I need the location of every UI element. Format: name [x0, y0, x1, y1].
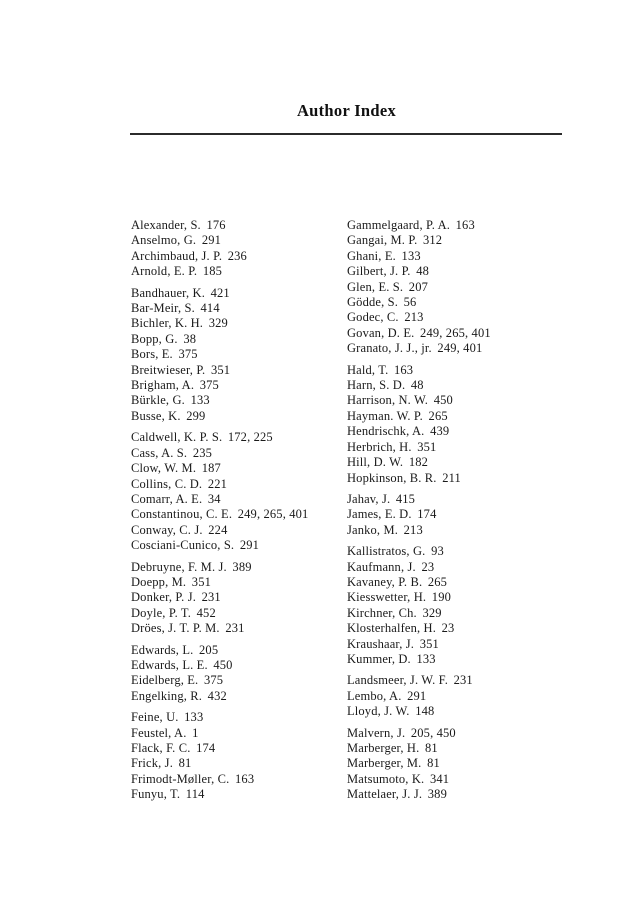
index-entry [347, 673, 571, 688]
index-entry [347, 544, 571, 559]
author-name: Flack, F. C. [131, 741, 191, 755]
author-name: Cosciani-Cunico, S. [131, 538, 235, 553]
page-numbers: 231 [201, 590, 221, 605]
page-numbers: 249, 265, 401 [237, 507, 309, 522]
page-numbers: 48 [410, 378, 424, 393]
index-entry [131, 477, 347, 492]
page-numbers: 312 [422, 233, 443, 248]
page-numbers: 231 [453, 673, 473, 688]
author-name: Cass, A. S. [131, 445, 188, 460]
page-numbers: 114 [185, 787, 205, 802]
page-numbers: 133 [401, 248, 421, 263]
index-entry [347, 507, 571, 522]
author-name: Edwards, L. E. [131, 657, 208, 672]
author-name: Breitwieser, P. [131, 362, 206, 377]
page-numbers: 351 [210, 362, 231, 377]
page-numbers: 432 [207, 688, 227, 703]
author-name: Marberger, M. [347, 756, 422, 771]
index-entry [131, 673, 347, 688]
index-entry [131, 772, 347, 787]
page-numbers: 375 [178, 347, 198, 362]
author-name: Doepp, M. [131, 574, 187, 589]
author-name: Janko, M. [347, 522, 399, 537]
index-entry [131, 446, 347, 461]
index-entry [347, 621, 571, 636]
author-name: Anselmo, G. [131, 233, 197, 248]
index-entry [131, 590, 347, 605]
index-entry [347, 233, 571, 248]
index-entry [131, 461, 347, 476]
page-numbers: 221 [207, 476, 228, 491]
index-entry [131, 787, 347, 802]
page-numbers: 176 [206, 218, 226, 232]
index-entry [347, 756, 571, 771]
page-numbers: 93 [431, 544, 444, 559]
index-entry [347, 424, 571, 439]
page-numbers: 231 [225, 621, 245, 636]
page-numbers: 148 [415, 704, 435, 719]
author-name: James, E. D. [347, 507, 412, 522]
page-numbers: 211 [442, 470, 461, 485]
index-entry [131, 409, 347, 424]
author-name: Funyu, T. [131, 787, 181, 802]
index-entry [347, 689, 571, 704]
author-name: Kallistratos, G. [347, 544, 426, 559]
index-entry [347, 440, 571, 455]
index-entry [347, 280, 571, 295]
author-name: Dröes, J. T. P. M. [131, 621, 220, 636]
author-name: Bar-Meir, S. [131, 301, 195, 316]
page-numbers: 34 [207, 491, 221, 506]
page-numbers: 174 [196, 741, 216, 755]
author-name: Malvern, J. [347, 725, 406, 740]
index-entry [131, 249, 347, 264]
page-numbers: 450 [213, 657, 233, 672]
page-title: Author Index [296, 101, 397, 120]
index-entry [347, 378, 571, 393]
index-entry [131, 264, 347, 279]
index-group [131, 430, 347, 553]
index-entry [131, 218, 347, 233]
index-entry [131, 347, 347, 362]
author-name: Kraushaar, J. [347, 636, 415, 651]
index-group [347, 363, 571, 486]
index-entry [131, 689, 347, 704]
author-name: Arnold, E. P. [131, 264, 198, 279]
page-numbers: 291 [239, 538, 260, 553]
index-entry [131, 575, 347, 590]
index-entry [131, 560, 347, 575]
index-entry [347, 637, 571, 652]
author-name: Feine, U. [131, 710, 179, 725]
page-numbers: 299 [186, 408, 206, 423]
index-entry [347, 787, 571, 802]
author-name: Doyle, P. T. [131, 605, 192, 620]
author-name: Lloyd, J. W. [347, 704, 410, 719]
author-name: Frick, J. [131, 756, 173, 771]
page-numbers: 213 [403, 522, 423, 537]
author-name: Hendrischk, A. [347, 424, 425, 439]
page-numbers: 414 [200, 301, 220, 316]
page-numbers: 190 [431, 590, 451, 605]
author-name: Govan, D. E. [347, 325, 415, 340]
author-name: Bors, E. [131, 347, 173, 362]
author-name: Landsmeer, J. W. F. [347, 673, 448, 688]
index-entry [131, 658, 347, 673]
page-numbers: 182 [408, 455, 429, 470]
page-numbers: 205 [199, 642, 219, 657]
index-entry [131, 606, 347, 621]
index-entry [131, 233, 347, 248]
author-name: Gangai, M. P. [347, 233, 418, 248]
author-name: Glen, E. S. [347, 279, 404, 294]
index-group [347, 726, 571, 803]
index-group [131, 218, 347, 280]
author-name: Donker, P. J. [131, 590, 196, 605]
page-numbers: 81 [425, 741, 438, 755]
index-group [131, 710, 347, 802]
page-numbers: 265 [428, 408, 448, 423]
page-numbers: 351 [417, 439, 437, 454]
index-entry [347, 295, 571, 310]
page-numbers: 207 [408, 279, 428, 294]
author-name: Bürkle, G. [131, 393, 185, 408]
index-entry [131, 332, 347, 347]
author-name: Jahav, J. [347, 491, 391, 506]
index-entry [131, 286, 347, 301]
index-entry [131, 523, 347, 538]
author-name: Gammelgaard, P. A. [347, 218, 451, 232]
index-entry [347, 492, 571, 507]
page-numbers: 421 [210, 285, 230, 300]
author-name: Alexander, S. [131, 218, 201, 232]
author-name: Comarr, A. E. [131, 491, 203, 506]
page-numbers: 185 [202, 264, 223, 279]
index-entry [347, 455, 571, 470]
author-name: Harn, S. D. [347, 378, 406, 393]
author-name: Harrison, N. W. [347, 393, 429, 408]
index-entry [131, 643, 347, 658]
author-name: Frimodt-Møller, C. [131, 771, 230, 786]
page-numbers: 213 [404, 310, 424, 325]
author-name: Kirchner, Ch. [347, 605, 417, 620]
page-numbers: 38 [183, 331, 197, 346]
index-entry [347, 575, 571, 590]
page-numbers: 205, 450 [410, 725, 456, 740]
author-name: Kummer, D. [347, 651, 411, 666]
author-index-columns [131, 218, 571, 809]
author-name: Ghani, E. [347, 248, 396, 263]
page-numbers: 249, 401 [437, 341, 483, 356]
index-group [347, 673, 571, 719]
page-numbers: 415 [395, 491, 416, 506]
page-numbers: 439 [430, 424, 450, 439]
author-name: Brigham, A. [131, 378, 195, 393]
author-name: Bopp, G. [131, 331, 178, 346]
page-numbers: 291 [201, 233, 222, 248]
author-name: Bichler, K. H. [131, 316, 204, 331]
index-entry [347, 393, 571, 408]
index-entry [347, 704, 571, 719]
page-numbers: 81 [427, 756, 440, 771]
page-numbers: 48 [416, 264, 429, 279]
page-numbers: 265 [427, 574, 448, 589]
author-name: Kiesswetter, H. [347, 590, 427, 605]
page-numbers: 133 [190, 393, 210, 408]
index-entry [347, 523, 571, 538]
author-name: Conway, C. J. [131, 522, 203, 537]
author-name: Hayman. W. P. [347, 408, 423, 423]
index-entry [131, 492, 347, 507]
index-entry [131, 710, 347, 725]
page-numbers: 249, 265, 401 [420, 325, 491, 340]
author-name: Kaufmann, J. [347, 559, 416, 574]
index-group [131, 560, 347, 637]
author-name: Constantinou, C. E. [131, 507, 233, 522]
author-name: Bandhauer, K. [131, 285, 205, 300]
author-name: Hill, D. W. [347, 455, 404, 470]
author-name: Kavaney, P. B. [347, 574, 423, 589]
index-entry [131, 316, 347, 331]
index-entry [131, 538, 347, 553]
page-numbers: 375 [199, 378, 219, 393]
index-entry [131, 301, 347, 316]
page-numbers: 224 [208, 522, 228, 537]
author-name: Hald, T. [347, 362, 389, 377]
index-group [347, 544, 571, 667]
index-group [131, 286, 347, 425]
author-name: Mattelaer, J. J. [347, 787, 423, 802]
author-name: Matsumoto, K. [347, 771, 425, 786]
page-numbers: 452 [196, 605, 216, 620]
title-divider [130, 133, 562, 135]
author-name: Archimbaud, J. P. [131, 248, 223, 263]
page-numbers: 23 [441, 621, 455, 636]
index-entry [347, 652, 571, 667]
index-entry [131, 430, 347, 445]
index-entry [347, 560, 571, 575]
index-entry [131, 621, 347, 636]
index-entry [347, 606, 571, 621]
index-group [347, 218, 571, 357]
index-entry [347, 326, 571, 341]
author-name: Gilbert, J. P. [347, 264, 411, 279]
author-name: Busse, K. [131, 408, 181, 423]
page-numbers: 235 [192, 445, 213, 460]
index-entry [347, 741, 571, 756]
author-name: Caldwell, K. P. S. [131, 430, 223, 445]
page-numbers: 375 [203, 673, 224, 688]
index-entry [131, 393, 347, 408]
page-numbers: 163 [455, 218, 475, 232]
author-name: Lembo, A. [347, 688, 402, 703]
author-name: Engelking, R. [131, 688, 203, 703]
author-name: Granato, J. J., jr. [347, 341, 432, 356]
page-numbers: 329 [208, 316, 228, 331]
page-numbers: 1 [192, 725, 199, 740]
index-entry [347, 341, 571, 356]
index-entry [347, 363, 571, 378]
index-group [131, 643, 347, 705]
index-group [347, 492, 571, 538]
page-numbers: 351 [191, 574, 211, 589]
index-entry [347, 218, 571, 233]
index-entry [347, 264, 571, 279]
page-numbers: 133 [184, 710, 204, 725]
index-entry [131, 756, 347, 771]
author-name: Herbrich, H. [347, 439, 412, 454]
index-column-right [347, 218, 571, 809]
index-entry [131, 363, 347, 378]
page-numbers: 133 [416, 651, 436, 666]
index-entry [347, 772, 571, 787]
page-numbers: 56 [403, 295, 417, 310]
index-entry [131, 741, 347, 756]
author-name: Edwards, L. [131, 642, 194, 657]
page-numbers: 174 [417, 507, 437, 522]
author-name: Gödde, S. [347, 295, 399, 310]
index-entry [347, 409, 571, 424]
index-entry [347, 726, 571, 741]
page-numbers: 389 [232, 559, 252, 574]
author-name: Godec, C. [347, 310, 399, 325]
page-numbers: 291 [407, 688, 427, 703]
page-numbers: 351 [419, 636, 439, 651]
index-entry [347, 310, 571, 325]
page-numbers: 163 [393, 362, 414, 377]
page-numbers: 236 [227, 248, 247, 263]
index-column-left [131, 218, 347, 809]
index-entry [347, 471, 571, 486]
author-name: Klosterhalfen, H. [347, 621, 436, 636]
index-entry [347, 249, 571, 264]
author-name: Clow, W. M. [131, 461, 197, 476]
index-entry [131, 726, 347, 741]
author-name: Collins, C. D. [131, 476, 203, 491]
page-numbers: 341 [429, 771, 450, 786]
page-numbers: 389 [427, 787, 447, 802]
index-entry [131, 507, 347, 522]
author-name: Debruyne, F. M. J. [131, 559, 227, 574]
page-numbers: 172, 225 [227, 430, 273, 445]
author-name: Hopkinson, B. R. [347, 470, 437, 485]
author-name: Marberger, H. [347, 741, 420, 755]
author-name: Eidelberg, E. [131, 673, 199, 688]
index-entry [131, 378, 347, 393]
page-numbers: 23 [421, 559, 435, 574]
page-numbers: 450 [433, 393, 453, 408]
index-entry [347, 590, 571, 605]
page-numbers: 329 [422, 605, 442, 620]
page-numbers: 187 [201, 461, 221, 476]
page-numbers: 81 [178, 756, 192, 771]
page-numbers: 163 [235, 771, 255, 786]
author-name: Feustel, A. [131, 725, 187, 740]
